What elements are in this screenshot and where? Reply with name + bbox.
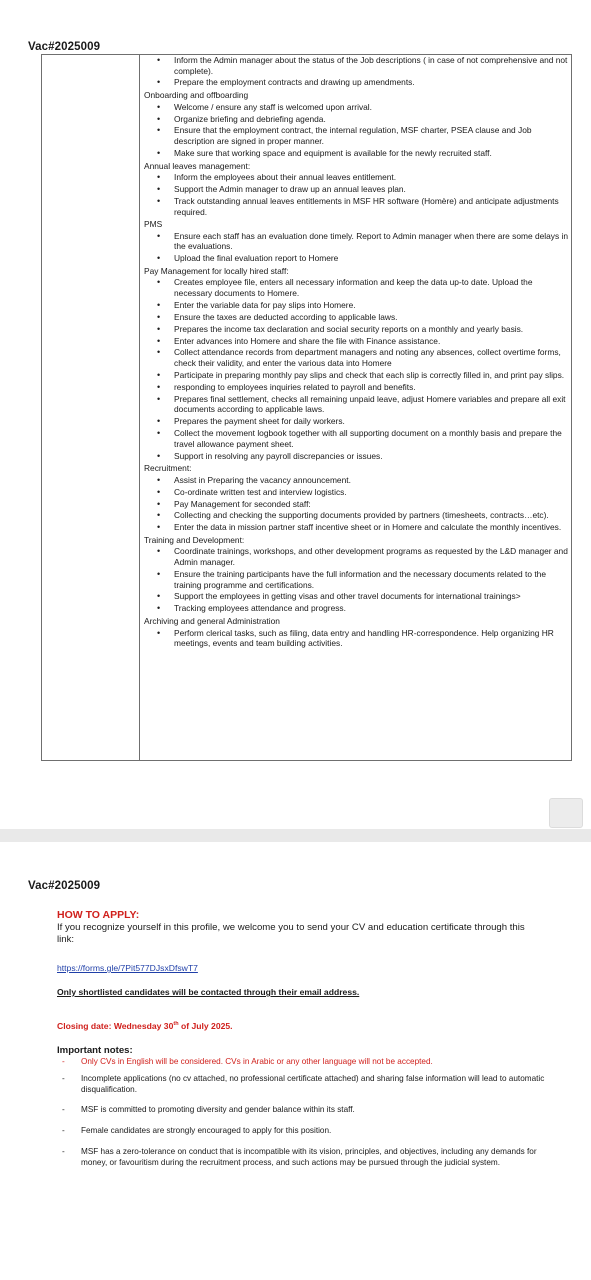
section-heading: Onboarding and offboarding: [144, 90, 249, 101]
bullet-item: • Prepares the income tax declaration and social security reports on a monthly and yearly basis.: [144, 324, 569, 335]
bullet-item: • Co-ordinate written test and interview logistics.: [144, 487, 569, 498]
bullet-item: • Enter the variable data for pay slips into Homere.: [144, 300, 569, 311]
section-heading: Archiving and general Administration: [144, 615, 280, 626]
section-bullet-list: [144, 475, 569, 533]
important-notes-list: [62, 1057, 562, 1169]
section-bullet-list: [144, 102, 569, 159]
note-item: - MSF is committed to promoting diversity and gender balance within its staff.: [62, 1105, 562, 1116]
bullet-item: • Organize briefing and debriefing agenda.: [144, 114, 569, 125]
section-heading: Annual leaves management:: [144, 160, 251, 171]
note-item: - Incomplete applications (no cv attached, no professional certificate attached) and sharing false information will lead to automatic disqualification.: [62, 1074, 562, 1096]
section-heading: Recruitment:: [144, 463, 192, 474]
responsibilities-table: [41, 54, 572, 761]
bullet-item: • Prepares the payment sheet for daily workers.: [144, 416, 569, 427]
bullet-item: • Make sure that working space and equipment is available for the newly recruited staff.: [144, 148, 569, 159]
bullet-item: • Perform clerical tasks, such as filing, data entry and handling HR-correspondence. Help organizing HR meetings, events and team building activities.: [144, 628, 569, 649]
closing-date: [57, 1021, 233, 1031]
bullet-item: • Collect attendance records from department managers and noting any absences, collect overtime forms, check their validity, and enter the various data into Homere: [144, 347, 569, 368]
apply-paragraph: If you recognize yourself in this profile, we welcome you to send your CV and education certificate through this link:: [57, 922, 525, 945]
bullet-item: • Collecting and checking the supporting documents provided by partners (timesheets, contracts…etc).: [144, 510, 569, 521]
document-page-2: [0, 842, 591, 1280]
bullet-item: • Pay Management for seconded staff:: [144, 499, 569, 510]
bullet-item: • Ensure each staff has an evaluation done timely. Report to Admin manager when there are some delays in the evaluations.: [144, 231, 569, 252]
important-notes-title: Important notes:: [57, 1045, 133, 1056]
bullet-item: • Upload the final evaluation report to Homere: [144, 253, 569, 264]
bullet-item: • Creates employee file, enters all necessary information and keep the data up-to date. Upload the necessary documents to Homere.: [144, 277, 569, 298]
bullet-item: • Support the Admin manager to draw up an annual leaves plan.: [144, 184, 569, 195]
note-item: - MSF has a zero-tolerance on conduct that is incompatible with its vision, principles, and objectives, including any demands for money, or favouritism during the recruitment process, and such actions may be pursued through the judicial system.: [62, 1147, 562, 1169]
application-form-link[interactable]: https://forms.gle/7Pit577DJsxDfswT7: [57, 963, 198, 973]
table-left-column: [42, 55, 140, 760]
note-item: - Only CVs in English will be considered. CVs in Arabic or any other language will not be accepted.: [62, 1057, 562, 1068]
bullet-item: • Enter the data in mission partner staff incentive sheet or in Homere and calculate the monthly incentives.: [144, 522, 569, 533]
bullet-item: • Ensure the training participants have the full information and the necessary documents related to the training programme and certifications.: [144, 569, 569, 590]
bullet-item: • Participate in preparing monthly pay slips and check that each slip is correctly filled in, and print pay slips.: [144, 370, 569, 381]
vacancy-reference: Vac#2025009: [28, 41, 101, 53]
bullet-item: • Support in resolving any payroll discrepancies or issues.: [144, 451, 569, 462]
bullet-item: • Track outstanding annual leaves entitlements in MSF HR software (Homère) and anticipate adjustments required.: [144, 196, 569, 217]
table-right-column: [144, 55, 569, 650]
section-bullet-list: [144, 172, 569, 217]
closing-date-prefix: Closing date: Wednesday 30: [57, 1021, 174, 1031]
bullet-item: • Welcome / ensure any staff is welcomed upon arrival.: [144, 102, 569, 113]
section-bullet-list: [144, 628, 569, 649]
vacancy-reference: Vac#2025009: [28, 880, 101, 892]
section-heading: Pay Management for locally hired staff:: [144, 265, 289, 276]
section-bullet-list: [144, 231, 569, 264]
bullet-item: • Assist in Preparing the vacancy announcement.: [144, 475, 569, 486]
bullet-item: • Prepares final settlement, checks all remaining unpaid leave, adjust Homere variables and prepare all exit documents according to applicable laws.: [144, 394, 569, 415]
bullet-item: • Ensure that the employment contract, the internal regulation, MSF charter, PSEA clause and Job description are signed in proper manner.: [144, 125, 569, 146]
closing-date-ordinal: th: [173, 1021, 179, 1027]
bullet-item: • Tracking employees attendance and progress.: [144, 603, 569, 614]
section-heading: PMS: [144, 219, 163, 230]
bullet-item: • Enter advances into Homere and share the file with Finance assistance.: [144, 336, 569, 347]
section-bullet-list: [144, 277, 569, 461]
bullet-item: • Ensure the taxes are deducted according to applicable laws.: [144, 312, 569, 323]
section-heading: Training and Development:: [144, 534, 245, 545]
scroll-to-top-button[interactable]: [549, 798, 583, 828]
bullet-item: • Inform the employees about their annual leaves entitlement.: [144, 172, 569, 183]
bullet-item: • Prepare the employment contracts and drawing up amendments.: [144, 77, 569, 88]
shortlist-notice: Only shortlisted candidates will be contacted through their email address.: [57, 987, 360, 997]
bullet-item: • Inform the Admin manager about the status of the Job descriptions ( in case of not comprehensive and not complete).: [144, 55, 569, 76]
how-to-apply-title: HOW TO APPLY:: [57, 909, 140, 921]
section-bullet-list: [144, 546, 569, 613]
bullet-item: • Support the employees in getting visas and other travel documents for international trainings>: [144, 591, 569, 602]
section-bullet-list: [144, 55, 569, 88]
note-item: - Female candidates are strongly encouraged to apply for this position.: [62, 1126, 562, 1137]
bullet-item: • Collect the movement logbook together with all supporting document on a monthly basis and prepare the travel allowance payment sheet.: [144, 428, 569, 449]
bullet-item: • Coordinate trainings, workshops, and other development programs as requested by the L&D manager and Admin manager.: [144, 546, 569, 567]
closing-date-suffix: of July 2025.: [178, 1021, 233, 1031]
bullet-item: • responding to employees inquiries related to payroll and benefits.: [144, 382, 569, 393]
